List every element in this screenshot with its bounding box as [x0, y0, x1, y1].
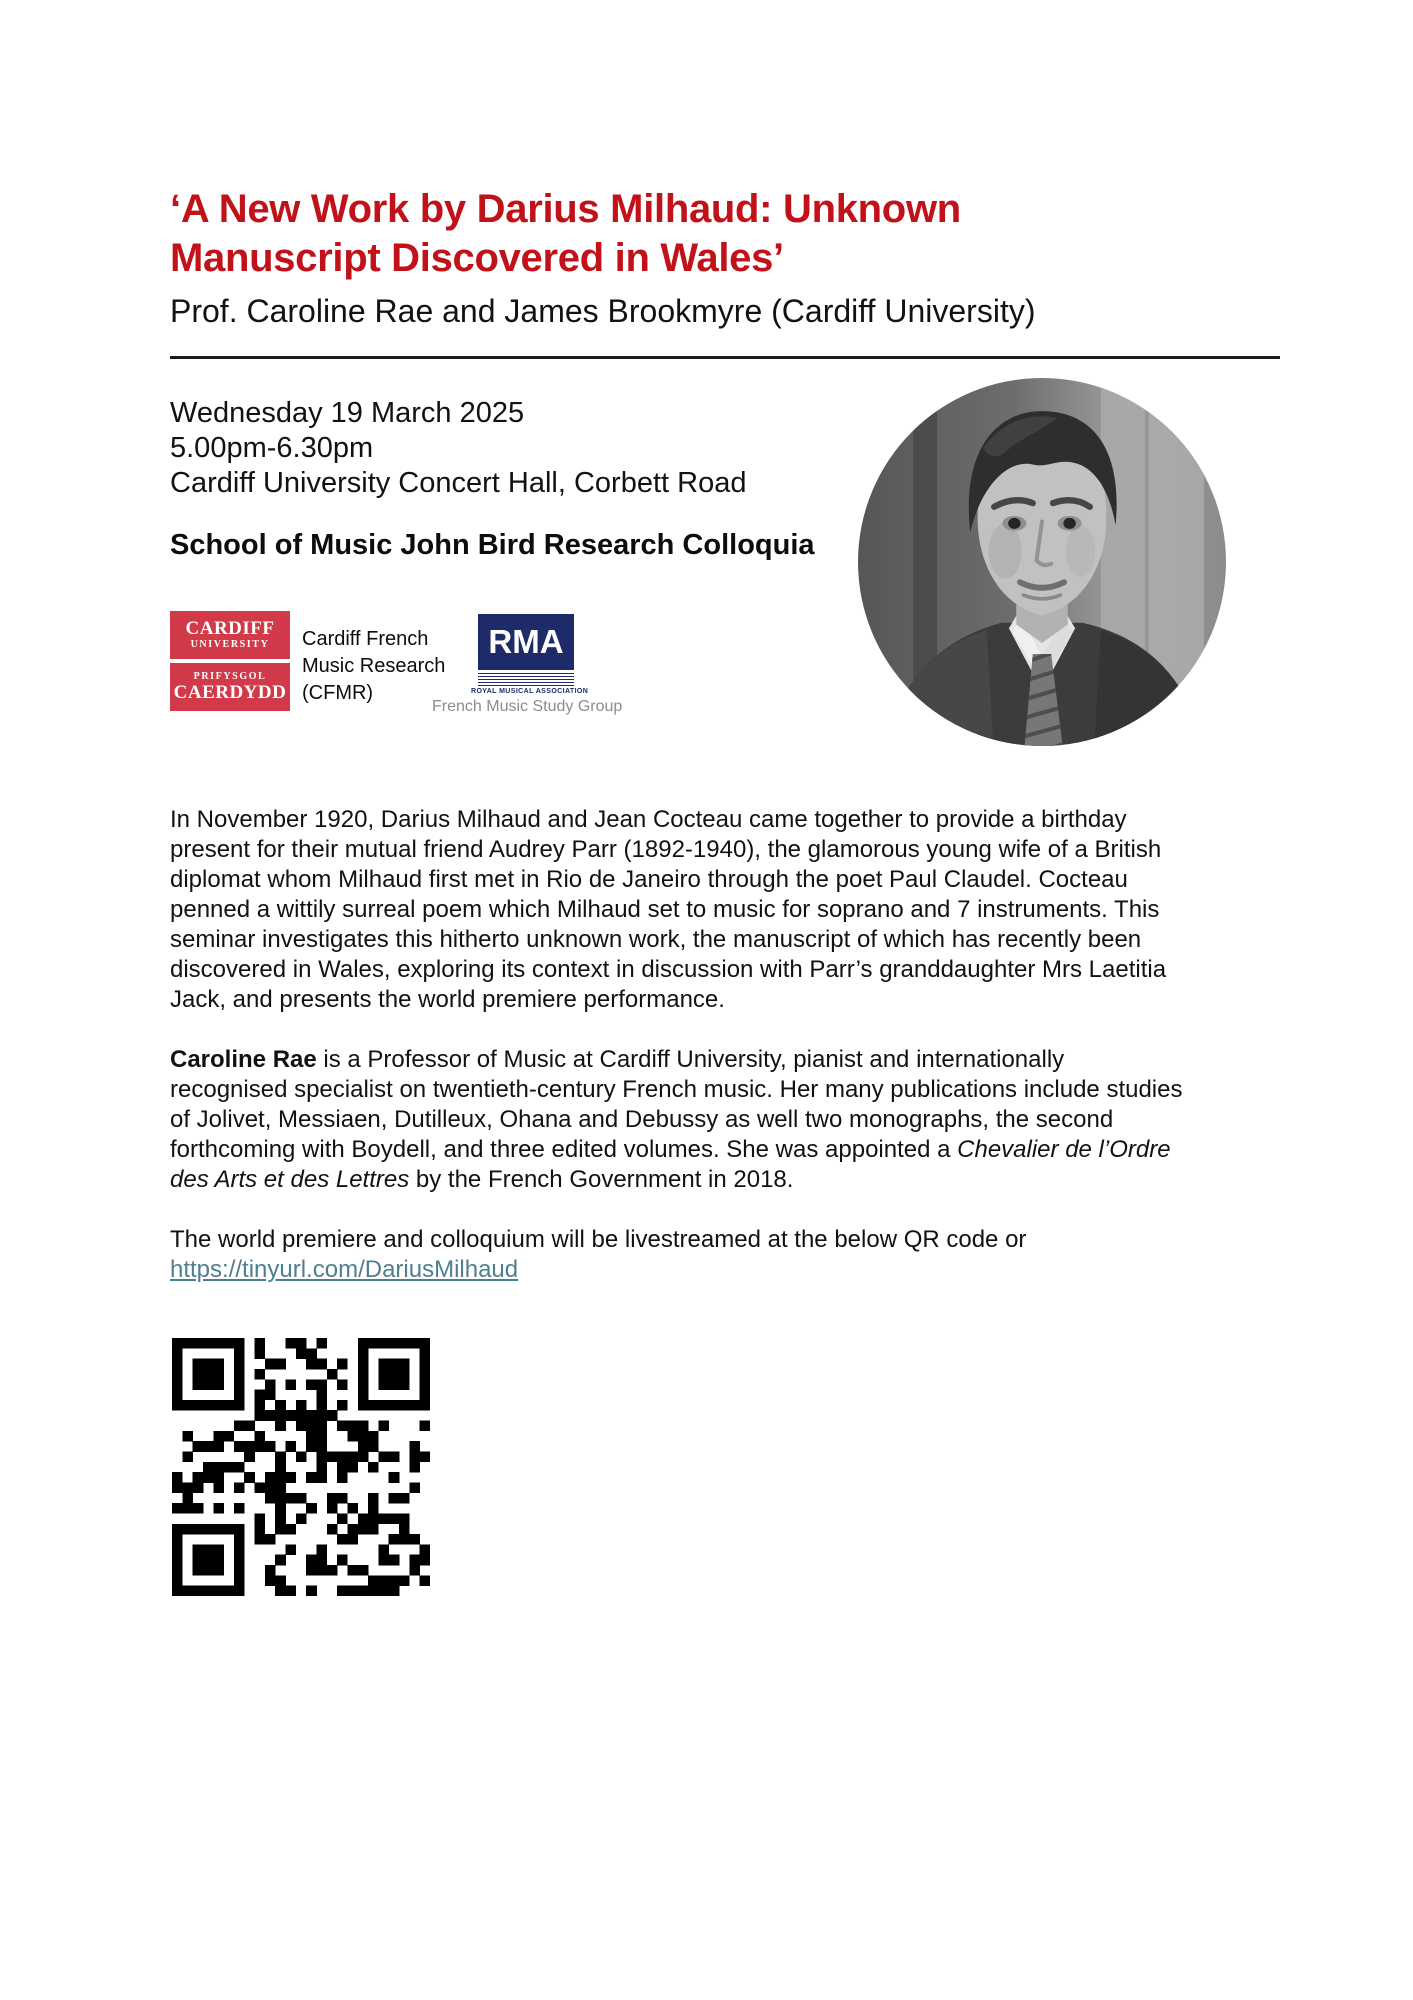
- rma-staff-lines: [478, 673, 574, 686]
- rma-logo: [432, 614, 678, 716]
- cardiff-logo-english-block: [170, 611, 290, 659]
- event-date: Wednesday 19 March 2025: [170, 397, 525, 429]
- qr-code-image: [172, 1338, 430, 1596]
- paragraph-livestream-info: [170, 1225, 1185, 1285]
- qr-code: [172, 1338, 430, 1596]
- cardiff-logo-text: CARDIFF: [185, 618, 275, 639]
- livestream-text: The world premiere and colloquium will be livestreamed at the below QR code or: [170, 1226, 1027, 1253]
- bio-text-a: is a Professor of Music at Cardiff University, pianist and internationally recognised specialist on twentieth-century French music. Her many publications include studies of Jolivet, Messiaen, Dutilleux, Ohana and Debussy as well two monographs, the second forthcoming with Boydell, and three edited volumes. She was appointed a: [170, 1046, 1183, 1163]
- university-logo-text: UNIVERSITY: [190, 639, 270, 650]
- event-venue: Cardiff University Concert Hall, Corbett Road: [170, 467, 747, 499]
- cardiff-logo-welsh-block: [170, 663, 290, 711]
- french-music-study-group-text: French Music Study Group: [432, 698, 623, 715]
- cfmr-label: Cardiff French Music Research (CFMR): [302, 628, 446, 704]
- tinyurl-link[interactable]: https://tinyurl.com/DariusMilhaud: [170, 1256, 519, 1283]
- bio-text-b: by the French Government in 2018.: [409, 1166, 794, 1193]
- bio-honour-italic: Chevalier de l’Ordre des Arts et des Lettres: [170, 1136, 1171, 1193]
- bio-name-bold: Caroline Rae: [170, 1046, 317, 1073]
- portrait-image: [858, 378, 1226, 746]
- colloquia-series-title: School of Music John Bird Research Colloquia: [170, 529, 815, 561]
- event-details: [170, 396, 930, 501]
- event-time: 5.00pm-6.30pm: [170, 432, 374, 464]
- caerdydd-logo-text: CAERDYDD: [173, 682, 287, 703]
- page-title: ‘A New Work by Darius Milhaud: Unknown Manuscript Discovered in Wales’: [170, 186, 961, 280]
- horizontal-divider: [170, 356, 1280, 359]
- rma-logo-box: [478, 614, 574, 670]
- paragraph-caroline-rae-bio: [170, 1045, 1185, 1195]
- rma-acronym-text: RMA: [488, 623, 564, 660]
- cardiff-university-logo: [170, 611, 290, 711]
- prifysgol-logo-text: PRIFYSGOL: [193, 671, 267, 682]
- speakers-subtitle: Prof. Caroline Rae and James Brookmyre (Cardiff University): [170, 293, 1036, 329]
- paragraph-seminar-description: In November 1920, Darius Milhaud and Jean Cocteau came together to provide a birthday present for their mutual friend Audrey Parr (1892-1940), the glamorous young wife of a British diplomat whom Milhaud first met in Rio de Janeiro through the poet Paul Claudel. Cocteau penned a wittily surreal poem which Milhaud set to music for soprano and 7 instruments. This seminar investigates this hitherto unknown work, the manuscript of which has recently been discovered in Wales, exploring its context in discussion with Parr’s granddaughter Mrs Laetitia Jack, and presents the world premiere performance.: [170, 806, 1167, 1013]
- livestream-link-line: [170, 1256, 518, 1283]
- milhaud-portrait-photo: [858, 378, 1226, 746]
- rma-association-text: ROYAL MUSICAL ASSOCIATION: [471, 688, 589, 695]
